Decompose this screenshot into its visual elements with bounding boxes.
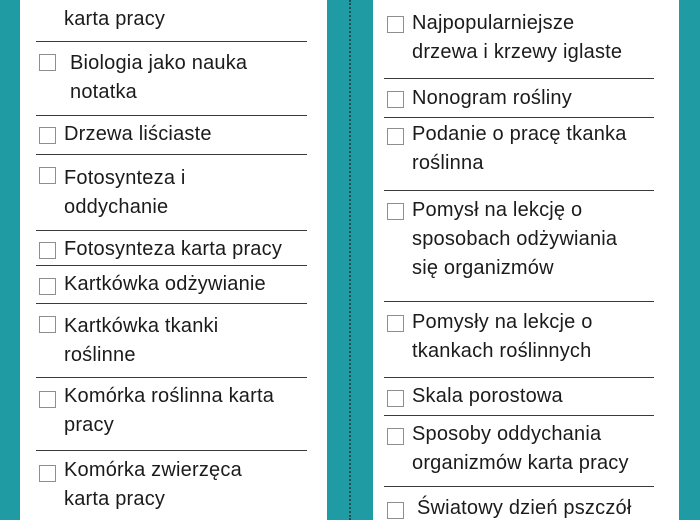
right-item-6-line1: Sposoby oddychania [412,423,602,445]
right-item-6-line2: organizmów karta pracy [412,452,629,474]
left-separator [36,265,307,266]
left-item-2-checkbox[interactable] [39,127,56,144]
left-item-3-checkbox[interactable] [39,167,56,184]
left-separator [36,115,307,116]
right-item-0-checkbox[interactable] [387,16,404,33]
left-item-0-label: karta pracy [64,8,166,30]
left-item-3-line2: oddychanie [64,196,169,218]
left-separator [36,377,307,378]
right-item-1-checkbox[interactable] [387,91,404,108]
right-item-0-line2: drzewa i krzewy iglaste [412,41,623,63]
right-item-4-checkbox[interactable] [387,315,404,332]
left-item-5-line1: Kartkówka odżywianie [64,273,266,295]
left-item-6-checkbox[interactable] [39,316,56,333]
right-separator [384,415,654,416]
left-item-6-line2: roślinne [64,344,136,366]
left-item-5-checkbox[interactable] [39,278,56,295]
right-item-5-line1: Skala porostowa [412,385,563,407]
right-separator [384,377,654,378]
center-dotted-divider [349,0,351,520]
right-item-3-checkbox[interactable] [387,203,404,220]
left-item-8-line1: Komórka zwierzęca [64,459,242,481]
right-item-4-line1: Pomysły na lekcje o [412,311,593,333]
right-frame [679,0,700,520]
left-item-1-line1: Biologia jako nauka [70,52,248,74]
left-frame [0,0,20,520]
right-item-2-line2: roślinna [412,152,484,174]
right-separator [384,486,654,487]
left-separator [36,450,307,451]
left-item-7-checkbox[interactable] [39,391,56,408]
right-item-7-checkbox[interactable] [387,502,404,519]
right-item-3-line3: się organizmów [412,257,554,279]
right-separator [384,190,654,191]
left-item-3-line1: Fotosynteza i [64,167,186,189]
left-item-4-checkbox[interactable] [39,242,56,259]
right-item-6-checkbox[interactable] [387,428,404,445]
right-separator [384,117,654,118]
right-item-0-line1: Najpopularniejsze [412,12,575,34]
right-item-3-line1: Pomysł na lekcję o [412,199,583,221]
right-item-1-line1: Nonogram rośliny [412,87,572,109]
right-item-4-line2: tkankach roślinnych [412,340,592,362]
right-item-7-line1: Światowy dzień pszczół [417,497,632,519]
right-item-5-checkbox[interactable] [387,390,404,407]
left-item-8-line2: karta pracy [64,488,166,510]
right-item-2-checkbox[interactable] [387,128,404,145]
right-item-3-line2: sposobach odżywiania [412,228,618,250]
left-separator [36,41,307,42]
left-item-7-line1: Komórka roślinna karta [64,385,275,407]
left-item-1-line2: notatka [70,81,138,103]
right-separator [384,78,654,79]
left-item-8-checkbox[interactable] [39,465,56,482]
left-separator [36,154,307,155]
left-separator [36,303,307,304]
right-separator [384,301,654,302]
left-item-1-checkbox[interactable] [39,54,56,71]
left-item-2-line1: Drzewa liściaste [64,123,212,145]
left-item-4-line1: Fotosynteza karta pracy [64,238,283,260]
left-item-7-line2: pracy [64,414,114,436]
right-item-2-line1: Podanie o pracę tkanka [412,123,627,145]
left-item-6-line1: Kartkówka tkanki [64,315,219,337]
left-separator [36,230,307,231]
